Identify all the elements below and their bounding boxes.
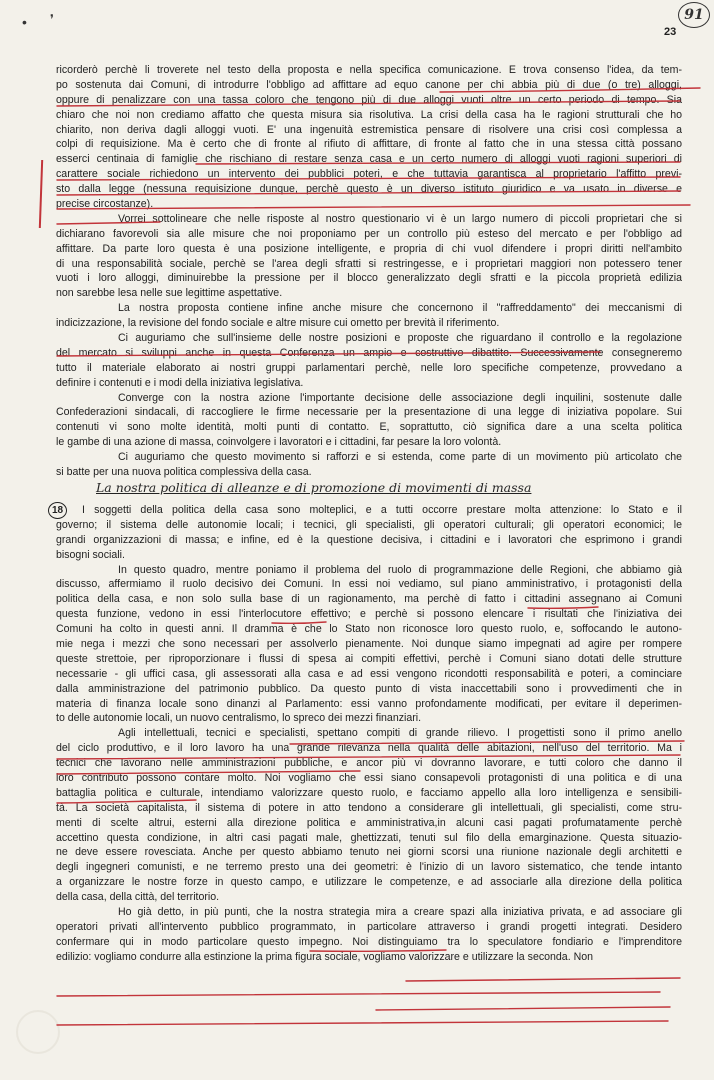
text-line: indicizzazione, la revisione del fondo sociale e altre misure cui ometto per brevità il riferimento. bbox=[56, 317, 500, 330]
text-line: Agli intellettuali, tecnici e specialisti, spettano compiti di grande rilievo. I progettisti sono il primo anello bbox=[118, 727, 682, 740]
text-line: operatori privati all'intervento pubblico programmato, in particolare attraverso i grandi progetti integrati. Desidero bbox=[56, 920, 682, 933]
section-number-circle: 18 bbox=[48, 502, 67, 519]
text-line: tecnici che lavorano nelle amministrazioni pubbliche, e ancor più vi dovranno lavorare, e tutti coloro che danno il bbox=[56, 757, 682, 770]
underline bbox=[376, 1007, 670, 1010]
text-line: le gambe di una azione di massa, coinvolgere i lavoratori e i cittadini, far pesare la loro volontà. bbox=[56, 436, 502, 449]
underline bbox=[57, 992, 660, 996]
text-line: affittare. Da parte loro questa è una posizione intelligente, e propria di chi vuol difendere i propri diritti nell'ambito bbox=[56, 242, 682, 255]
underline bbox=[57, 1021, 668, 1025]
text-line: vuoti i loro alloggi, diminuirebbe la pressione per il blocco generalizzato degli sfratti e la piccola proprietà edilizia bbox=[56, 272, 682, 285]
text-line: I soggetti della politica della casa sono molteplici, e a tutti occorre prestare molta attenzione: lo Stato e il bbox=[82, 503, 682, 516]
text-line: Ho già detto, in più punti, che la nostra strategia mira a creare spazi alla iniziativa privata, e ad associare gli bbox=[118, 905, 682, 918]
text-line: del ciclo produttivo, e il loro lavoro ha una grande rilevanza nella qualità delle abitazioni, nell'uso del territorio. Ma i bbox=[56, 742, 682, 755]
text-line: accettino questa condizione, in altri casi pagati male, ghettizzati, tenuti sul filo della emarginazione. Questa situazio- bbox=[56, 831, 682, 844]
text-line: precise circostanze). bbox=[56, 198, 154, 211]
text-line: In questo quadro, mentre poniamo il problema del ruolo di programmazione delle Regioni, che abbiamo già bbox=[118, 563, 682, 576]
text-line: Confederazioni sindacali, di raccogliere le firme necessarie per la presentazione di una legge di iniziativa popolare. Sui bbox=[56, 406, 682, 419]
text-line: esserci centinaia di famiglie che rischiano di restare senza casa e un certo numero di alloggi vuoti ragioni superiori di bbox=[56, 153, 682, 166]
text-line: Ci auguriamo che questo movimento si rafforzi e si estenda, come parte di un movimento più articolato che bbox=[118, 451, 682, 464]
text-line: loro contributo possono contare molto. Noi vogliamo che essi siano consapevoli protagonisti di una politica e di una bbox=[56, 771, 682, 784]
paragraph-2 bbox=[56, 212, 682, 301]
text-line: Comuni ha colto in questi anni. Il dramma è che lo Stato non riconosce loro questo ruolo, e, soffocando le autono- bbox=[56, 623, 682, 636]
text-line: a organizzare le nostre forze in questo campo, e utilizzare le competenze, e ad associarle alla direzione della politica bbox=[56, 876, 682, 889]
paragraph-9 bbox=[56, 726, 682, 905]
text-line: colpi di requisizione. Ma è certo che di fronte al rifiuto di affittare, di fronte al fatto che in una stessa città possano bbox=[56, 138, 682, 151]
text-line: politica della casa, e non solo sulla base di un ragionamento, ma perchè di fatto i cittadini assegnano ai Comuni bbox=[56, 593, 682, 606]
text-line: battaglia politica e culturale, intendiamo valorizzare questo ruolo, e facciamo appello alla loro intelligenza e sensibili- bbox=[56, 786, 682, 799]
text-line: oppure di penalizzare con una tassa coloro che tengono più di due alloggi vuoti oltre un certo periodo di tempo. Sia bbox=[56, 93, 682, 106]
text-line: dalla amministrazione del patrimonio pubblico. Da questo punto di vista inaccettabili sono i provvedimenti che in bbox=[56, 682, 682, 695]
underline bbox=[406, 978, 680, 981]
text-line: La nostra proposta contiene infine anche misure che concernono il "raffreddamento" dei meccanismi di bbox=[118, 302, 682, 315]
text-line: sto dalla legge (nessuna requisizione dunque, perchè questo è un diverso istituto giuridico e va usato in diverse e bbox=[56, 183, 682, 196]
text-line: ricorderò perchè li troverete nel testo della proposta e nella specifica comunicazione. E trova consenso l'idea, da tem- bbox=[56, 64, 682, 76]
paragraph-6 bbox=[56, 450, 682, 480]
text-line: queste strettoie, per riproporzionare i flussi di spesa ai compiti effettivi, perchè i Comuni siano dotati delle strutture bbox=[56, 652, 682, 665]
text-line: discusso, affermiamo il ruolo decisivo dei Comuni. In essi noi vediamo, sul piano amministrativo, i protagonisti della bbox=[56, 578, 682, 591]
paragraph-10 bbox=[56, 905, 682, 965]
text-line: chiarito, non deriva dagli alloggi vuoti. E' una ingenuità estremistica pensare di risolvere una crisi così complessa a bbox=[56, 123, 682, 136]
text-line: governo; il sistema delle autonomie locali; i tecnici, gli specialisti, gli operatori culturali; gli operatori economici; le bbox=[56, 518, 682, 531]
text-line: del mercato si sviluppi anche in questa Conferenza un ampio e costruttivo dibattito. Successivamente consegneremo bbox=[56, 346, 682, 359]
text-line: bisogni sociali. bbox=[56, 548, 125, 561]
text-line: po sostenuta dai Comuni, di introdurre l'obbligo ad affittare ad equo canone per chi abbia più di due (o tre) alloggi, bbox=[56, 78, 682, 91]
text-line: di una responsabilità sociale, perchè se l'area degli sfratti si restringesse, e i proprietari maggiori non potessero tener bbox=[56, 257, 682, 270]
text-line: grandi organizzazioni di massa; e infine, ed è la questione decisiva, i cittadini e i lavoratori che esprimono i grandi bbox=[56, 533, 682, 546]
text-line: Converge con la nostra azione l'importante decisione delle associazione degli inquilini, sostenute dalle bbox=[118, 391, 682, 404]
text-line: carattere sociale richiedono un intervento dei pubblici poteri, e che tuttavia garantisca al proprietario l'affitto previ- bbox=[56, 168, 682, 181]
margin-dot: • bbox=[22, 14, 27, 30]
text-line: Vorrei sottolineare che nelle risposte al nostro questionario vi è un largo numero di piccoli proprietari che si bbox=[118, 212, 682, 225]
text-line: della casa, della città, del territorio. bbox=[56, 891, 220, 904]
text-line: confermare qui in modo particolare questo impegno. Noi distinguiamo tra lo speculatore fondiario e l'imprenditore bbox=[56, 935, 682, 948]
text-line: menti di scelte altrui, esterni alla direzione politica e amministrativa,in alcuni casi pagati profumatamente perchè bbox=[56, 816, 682, 829]
text-line: tutto il materiale elaborato ai nostri gruppi parlamentari perchè, nelle loro specifiche competenze, provvedano a bbox=[56, 361, 682, 374]
text-line: si batte per una nuova politica complessiva della casa. bbox=[56, 466, 312, 479]
paragraph-7 bbox=[56, 503, 682, 563]
margin-highlight-bar bbox=[39, 160, 43, 228]
page-number: 23 bbox=[664, 26, 677, 38]
text-line: dichiarano favorevoli sia alle misure che noi proponiamo per un controllo più esteso del mercato e per l'obbligo ad bbox=[56, 227, 682, 240]
text-line: materia di finanza locale sono dinanzi al Parlamento: essi vanno profondamente modificati, per evitare il deperimen- bbox=[56, 697, 682, 710]
paragraph-1 bbox=[56, 63, 682, 212]
text-line: contenuti vi sono molte identità, molti punti di contatto. E, soprattutto, ciò significa dare a una scelta politica bbox=[56, 421, 682, 434]
paragraph-5 bbox=[56, 391, 682, 451]
handwritten-circled-number: 91 bbox=[678, 2, 710, 28]
text-line: ne deve essere rovesciata. Anche per questo abbiamo tenuto nei giorni scorsi una riunione nazionale degli architetti e bbox=[56, 846, 682, 859]
margin-dot: ❜ bbox=[50, 12, 54, 26]
paragraph-3 bbox=[56, 301, 682, 331]
document-body bbox=[51, 63, 682, 965]
faded-stamp bbox=[16, 1010, 60, 1054]
text-line: necessarie - gli uffici casa, gli assessorati alla casa e ad essi vengono ricondotti responsabilità e poteri, a cominciare bbox=[56, 667, 682, 680]
handwritten-heading: La nostra politica di alleanze e di promozione di movimenti di massa bbox=[96, 479, 532, 495]
text-line: tà. La società capitalista, il sistema di potere in atto tendono a considerare gli intellettuali, gli specialisti, come stru- bbox=[56, 801, 682, 814]
text-line: questa funzione, vedono in essi l'interlocutore effettivo; e perchè si possono elencare i risultati che l'iniziativa dei bbox=[56, 608, 682, 621]
text-line: to delle autonomie locali, un nuovo centralismo, lo spreco dei mezzi finanziari. bbox=[56, 712, 422, 725]
text-line: degli ingegneri comunisti, e ne terremo presto una dei geometri: è l'inizio di un lavoro sistematico, che tende intanto bbox=[56, 861, 682, 874]
text-line: definire i contenuti e i modi della iniziativa legislativa. bbox=[56, 376, 304, 389]
text-line: mie nega i mezzi che sono necessari per assolverlo pienamente. Noi dunque siamo impegnati ad agire per rompere bbox=[56, 637, 682, 650]
text-line: Ci auguriamo che sull'insieme delle nostre posizioni e proposte che riguardano il controllo e la regolazione bbox=[118, 332, 682, 345]
paragraph-4 bbox=[56, 331, 682, 391]
text-line: non sarebbe lesa nelle sue legittime aspettative. bbox=[56, 287, 283, 300]
text-line: chiaro che noi non crediamo affatto che questa misura sia risolutiva. La crisi della casa ha le ragioni strutturali che ho bbox=[56, 108, 682, 121]
paragraph-8 bbox=[56, 563, 682, 727]
text-line: edilizio: vogliamo condurre alla estinzione la prima figura sociale, vogliamo valorizzare e utilizzare la seconda. Non bbox=[56, 950, 594, 963]
